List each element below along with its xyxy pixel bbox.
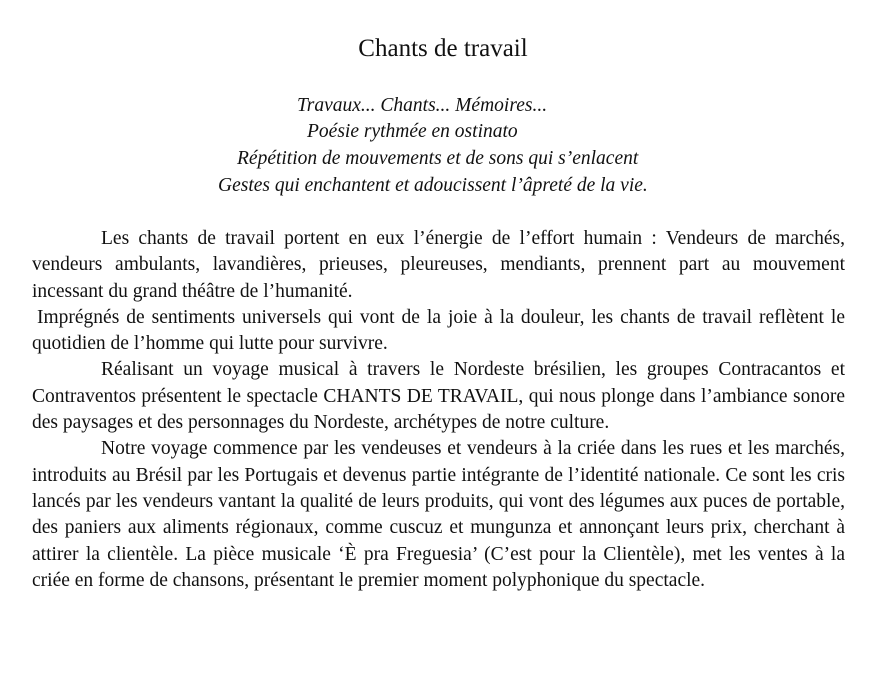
paragraph-4: Notre voyage commence par les vendeuses et vendeurs à la criée dans les rues et les marchés, introduits au Brésil par les Portugais et devenus partie intégrante de l’identité nationale. Ce sont les cris lancés par les vendeurs vantant la qualité de leurs produits, qui vont des légumes aux puces de portable, des paniers aux aliments régionaux, comme cuscuz et mungunza et annonçant leurs prix, cherchant à attirer la clientèle. La pièce musicale ‘È pra Freguesia’ (C’est pour la Clientèle), met les ventes à la criée en forme de chansons, présentant le premier moment polyphonique du spectacle.: [32, 438, 845, 591]
epigraph-line-4: Gestes qui enchantent et adoucissent l’âpreté de la vie.: [218, 175, 648, 196]
epigraph-line-3: Répétition de mouvements et de sons qui s’enlacent: [237, 148, 639, 169]
epigraph-line-1: Travaux... Chants... Mémoires...: [297, 95, 548, 116]
paragraph-1: Les chants de travail portent en eux l’énergie de l’effort humain : Vendeurs de marchés, vendeurs ambulants, lavandières, prieuses, pleureuses, mendiants, prennent part au mouvement incessant du grand théâtre de l’humanité.: [32, 228, 845, 302]
paragraph-3: Réalisant un voyage musical à travers le Nordeste brésilien, les groupes Contracantos et Contraventos présentent le spectacle CHANTS DE TRAVAIL, qui nous plonge dans l’ambiance sonore des paysages et des personnages du Nordeste, archétypes de notre culture.: [32, 359, 845, 434]
paragraph-2: Imprégnés de sentiments universels qui vont de la joie à la douleur, les chants de travail reflètent le quotidien de l’homme qui lutte pour survivre.: [32, 306, 845, 355]
document-title: Chants de travail: [358, 35, 528, 62]
epigraph-line-2: Poésie rythmée en ostinato: [307, 121, 518, 142]
body-text: [32, 226, 845, 594]
